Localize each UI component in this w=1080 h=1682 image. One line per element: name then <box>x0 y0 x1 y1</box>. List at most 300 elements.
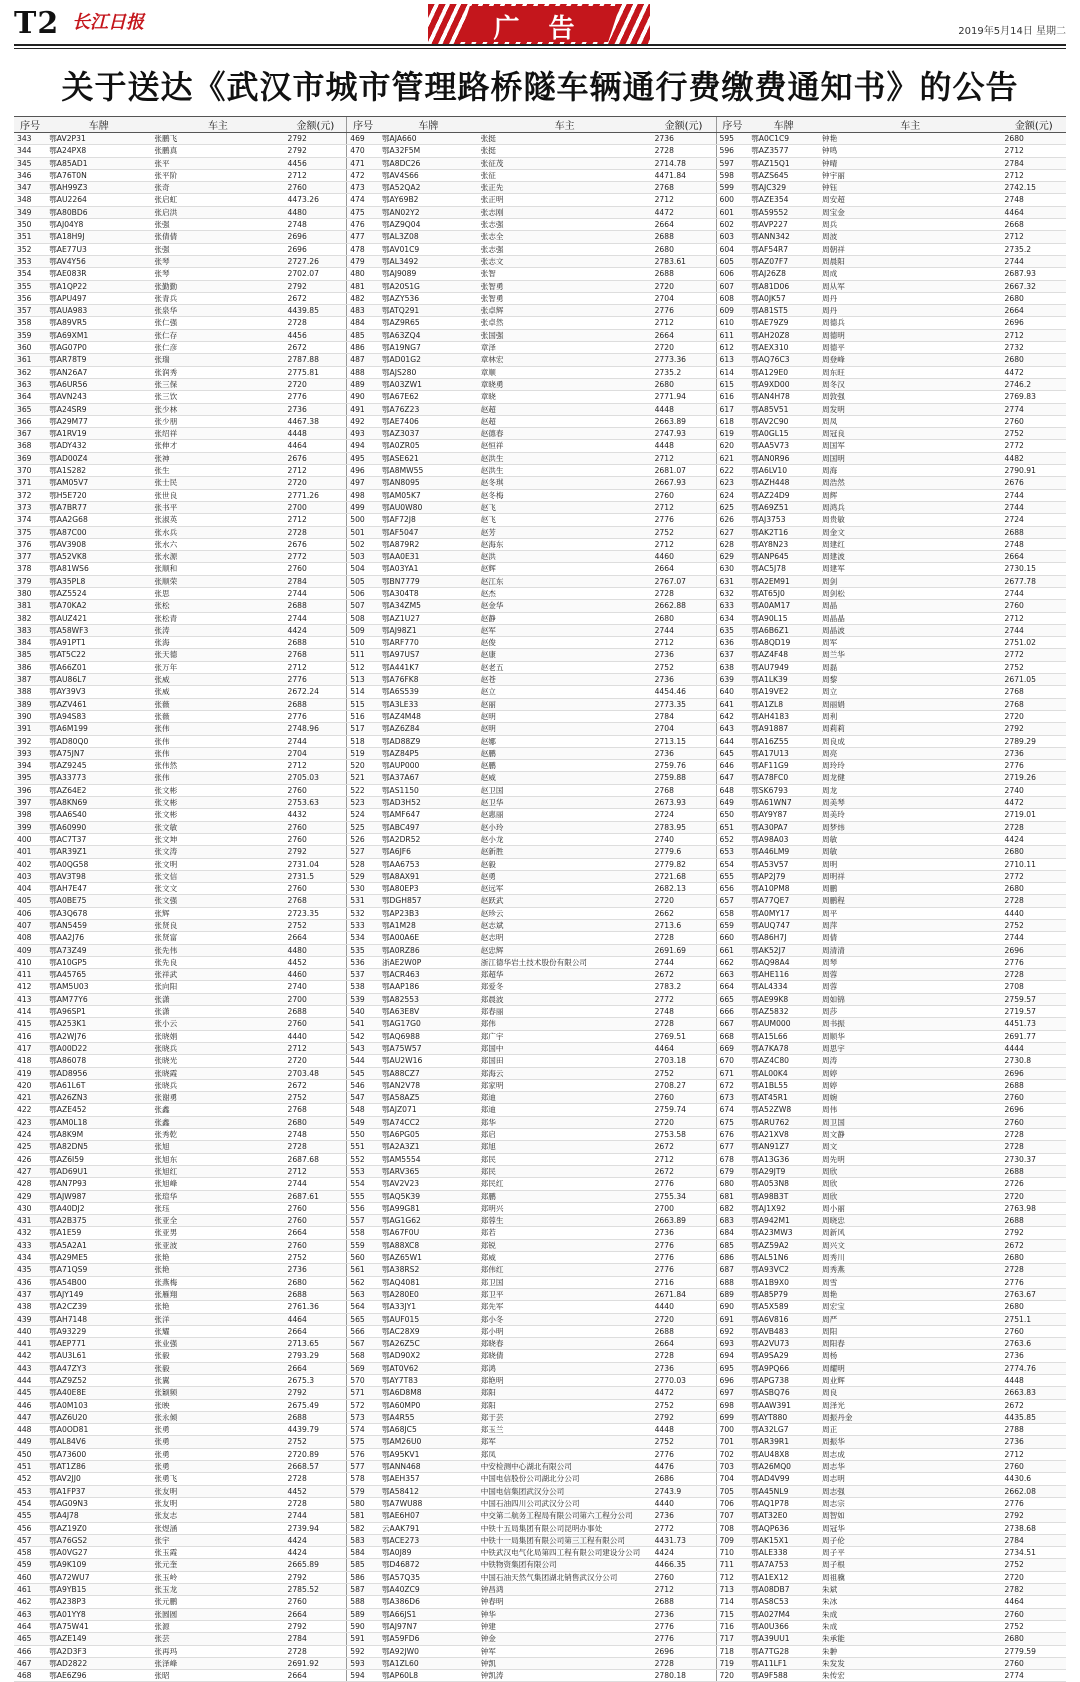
amount: 2736 <box>1002 1436 1066 1448</box>
plate-number: 鄂AJZ071 <box>379 1104 478 1116</box>
plate-number: 鄂AT0V62 <box>379 1362 478 1374</box>
amount: 2680 <box>1002 354 1066 366</box>
amount: 2776 <box>652 1252 716 1264</box>
owner-name: 周智如 <box>819 1510 1001 1522</box>
row-number: 578 <box>347 1473 379 1485</box>
plate-number: 鄂A3LE33 <box>379 698 478 710</box>
plate-number: 鄂A75JN7 <box>46 747 151 759</box>
owner-name: 钟宇丽 <box>819 169 1001 181</box>
owner-name: 张勇 <box>151 1436 284 1448</box>
owner-name: 郑阳 <box>478 1387 652 1399</box>
plate-number: 鄂AT32E0 <box>748 1510 819 1522</box>
owner-name: 周丹 <box>819 292 1001 304</box>
plate-number: 鄂AM0L18 <box>46 1116 151 1128</box>
row-number: 399 <box>14 821 46 833</box>
plate-number: 鄂A10PM8 <box>748 883 819 895</box>
row-number: 520 <box>347 760 379 772</box>
plate-number: 鄂ATQ291 <box>379 305 478 317</box>
amount: 2704 <box>285 747 347 759</box>
row-number: 345 <box>14 157 46 169</box>
amount: 2776 <box>652 1264 716 1276</box>
amount: 2784 <box>1002 157 1066 169</box>
plate-number: 鄂A61WN7 <box>748 797 819 809</box>
owner-name: 周德明 <box>819 329 1001 341</box>
owner-name: 周安超 <box>819 194 1001 206</box>
amount: 2752 <box>652 1436 716 1448</box>
plate-number: 鄂AZY536 <box>379 292 478 304</box>
amount: 2680 <box>285 1276 347 1288</box>
plate-number: 鄂AP2J79 <box>748 870 819 882</box>
owner-name: 周磊 <box>819 661 1001 673</box>
owner-name: 张圆圆 <box>151 1608 284 1620</box>
owner-name: 郑爱冬 <box>478 981 652 993</box>
amount: 2744 <box>285 587 347 599</box>
row-number: 718 <box>716 1645 748 1657</box>
owner-name: 周鹏程 <box>819 895 1001 907</box>
owner-name: 张珏 <box>151 1202 284 1214</box>
plate-number: 鄂AQP636 <box>748 1522 819 1534</box>
row-number: 511 <box>347 649 379 661</box>
owner-name: 张智 <box>478 268 652 280</box>
table-row <box>14 587 1066 599</box>
amount: 2776 <box>285 710 347 722</box>
row-number: 606 <box>716 268 748 280</box>
table-row <box>14 1141 1066 1153</box>
row-number: 624 <box>716 489 748 501</box>
row-number: 348 <box>14 194 46 206</box>
column-header: 车牌 <box>379 117 478 133</box>
row-number: 535 <box>347 944 379 956</box>
table-row <box>14 489 1066 501</box>
owner-name: 钟昌鸿 <box>478 1584 652 1596</box>
row-number: 711 <box>716 1559 748 1571</box>
row-number: 712 <box>716 1571 748 1583</box>
plate-number: 鄂A81D06 <box>748 280 819 292</box>
row-number: 514 <box>347 686 379 698</box>
plate-number: 鄂AA6753 <box>379 858 478 870</box>
amount: 2676 <box>285 452 347 464</box>
plate-number: 鄂AH20Z8 <box>748 329 819 341</box>
amount: 2752 <box>1002 661 1066 673</box>
owner-name: 周莉莉 <box>819 723 1001 735</box>
plate-number: 鄂AJY149 <box>46 1288 151 1300</box>
plate-number: 鄂AZ6I59 <box>46 1153 151 1165</box>
row-number: 679 <box>716 1165 748 1177</box>
plate-number: 鄂A60990 <box>46 821 151 833</box>
plate-number: 鄂AV2P31 <box>46 133 151 145</box>
plate-number: 鄂A11LF1 <box>748 1657 819 1669</box>
row-number: 575 <box>347 1436 379 1448</box>
owner-name: 赵冬梅 <box>478 489 652 501</box>
plate-number: 鄂A08DB7 <box>748 1584 819 1596</box>
row-number: 368 <box>14 440 46 452</box>
row-number: 659 <box>716 920 748 932</box>
row-number: 634 <box>716 612 748 624</box>
amount: 4482 <box>1002 452 1066 464</box>
plate-number: 鄂AF54R7 <box>748 243 819 255</box>
row-number: 485 <box>347 329 379 341</box>
table-row <box>14 157 1066 169</box>
amount: 2736 <box>652 674 716 686</box>
amount: 2770.03 <box>652 1374 716 1386</box>
plate-number: 鄂AY9Y87 <box>748 809 819 821</box>
row-number: 391 <box>14 723 46 735</box>
amount: 2663.89 <box>652 1215 716 1227</box>
owner-name: 周业辉 <box>819 1374 1001 1386</box>
amount: 2790.91 <box>1002 465 1066 477</box>
table-row <box>14 1534 1066 1546</box>
row-number: 414 <box>14 1006 46 1018</box>
owner-name: 张源 <box>151 1620 284 1632</box>
row-number: 499 <box>347 501 379 513</box>
amount: 2719.01 <box>1002 809 1066 821</box>
row-number: 593 <box>347 1657 379 1669</box>
plate-number: 鄂AAP186 <box>379 981 478 993</box>
plate-number: 鄂AL84V6 <box>46 1436 151 1448</box>
table-row <box>14 1079 1066 1091</box>
plate-number: 鄂A6PG05 <box>379 1129 478 1141</box>
owner-name: 周先明 <box>819 1153 1001 1165</box>
owner-name: 周利 <box>819 710 1001 722</box>
amount: 2712 <box>652 452 716 464</box>
row-number: 523 <box>347 797 379 809</box>
amount: 2714.78 <box>652 157 716 169</box>
owner-name: 张毅 <box>151 1350 284 1362</box>
amount: 2664 <box>285 1227 347 1239</box>
plate-number: 鄂A9YB15 <box>46 1584 151 1596</box>
owner-name: 张松青 <box>151 612 284 624</box>
owner-name: 张伸才 <box>151 440 284 452</box>
plate-number: 鄂A58WF3 <box>46 624 151 636</box>
plate-number: 鄂A82553 <box>379 993 478 1005</box>
amount: 4464 <box>652 1042 716 1054</box>
plate-number: 鄂AA2J76 <box>46 932 151 944</box>
plate-number: 鄂AHE116 <box>748 969 819 981</box>
owner-name: 张亚全 <box>151 1215 284 1227</box>
row-number: 707 <box>716 1510 748 1522</box>
owner-name: 周宝金 <box>819 206 1001 218</box>
plate-number: 鄂AJC329 <box>748 182 819 194</box>
row-number: 558 <box>347 1227 379 1239</box>
amount: 2664 <box>285 1325 347 1337</box>
row-number: 507 <box>347 600 379 612</box>
amount: 2792 <box>285 133 347 145</box>
row-number: 453 <box>14 1485 46 1497</box>
owner-name: 钟鸣 <box>819 145 1001 157</box>
amount: 2776 <box>652 1178 716 1190</box>
amount: 2677.78 <box>1002 575 1066 587</box>
owner-name: 张晓娟 <box>151 1030 284 1042</box>
table-row <box>14 1485 1066 1497</box>
owner-name: 周朝祥 <box>819 243 1001 255</box>
owner-name: 郑国田 <box>478 1055 652 1067</box>
row-number: 671 <box>716 1067 748 1079</box>
page-header <box>0 0 1080 48</box>
amount: 2792 <box>1002 723 1066 735</box>
amount: 2712 <box>1002 145 1066 157</box>
table-row <box>14 883 1066 895</box>
plate-number: 鄂A00A6E <box>379 932 478 944</box>
owner-name: 周志宗 <box>819 1497 1001 1509</box>
row-number: 668 <box>716 1030 748 1042</box>
plate-number: 鄂A80EP3 <box>379 883 478 895</box>
row-number: 660 <box>716 932 748 944</box>
owner-name: 赵俊 <box>478 637 652 649</box>
owner-name: 朱翀 <box>819 1645 1001 1657</box>
row-number: 584 <box>347 1547 379 1559</box>
row-number: 542 <box>347 1030 379 1042</box>
table-row <box>14 1510 1066 1522</box>
amount: 2680 <box>1002 883 1066 895</box>
plate-number: 鄂A1QP22 <box>46 280 151 292</box>
owner-name: 章顺 <box>478 366 652 378</box>
row-number: 626 <box>716 514 748 526</box>
plate-number: 鄂A69XM1 <box>46 329 151 341</box>
amount: 2760 <box>285 182 347 194</box>
owner-name: 郑军 <box>478 1436 652 1448</box>
plate-number: 鄂AU7949 <box>748 661 819 673</box>
amount: 2748 <box>652 1006 716 1018</box>
owner-name: 郑旭 <box>478 1141 652 1153</box>
row-number: 583 <box>347 1534 379 1546</box>
row-number: 442 <box>14 1350 46 1362</box>
amount: 2740 <box>652 833 716 845</box>
owner-name: 中国电信股份公司湖北分公司 <box>478 1473 652 1485</box>
owner-name: 郑卫国 <box>478 1276 652 1288</box>
row-number: 615 <box>716 378 748 390</box>
row-number: 642 <box>716 710 748 722</box>
table-row <box>14 1092 1066 1104</box>
amount: 2768 <box>652 784 716 796</box>
amount: 2672 <box>285 1079 347 1091</box>
row-number: 577 <box>347 1461 379 1473</box>
table-row <box>14 674 1066 686</box>
table-row <box>14 378 1066 390</box>
row-number: 716 <box>716 1620 748 1632</box>
owner-name: 朱传宏 <box>819 1670 1001 1682</box>
amount: 2720 <box>1002 1571 1066 1583</box>
owner-name: 周晶 <box>819 600 1001 612</box>
plate-number: 鄂A86078 <box>46 1055 151 1067</box>
plate-number: 鄂AD4V99 <box>748 1473 819 1485</box>
plate-number: 鄂A76T0N <box>46 169 151 181</box>
plate-number: 鄂AQ76C3 <box>748 354 819 366</box>
table-row <box>14 1018 1066 1030</box>
table-body <box>14 133 1066 1682</box>
row-number: 408 <box>14 932 46 944</box>
plate-number: 鄂A3Q678 <box>46 907 151 919</box>
plate-number: 鄂A69Z51 <box>748 501 819 513</box>
owner-name: 张文彬 <box>151 797 284 809</box>
plate-number: 鄂A6JF6 <box>379 846 478 858</box>
table-row <box>14 895 1066 907</box>
plate-number: 鄂A2VU73 <box>748 1338 819 1350</box>
row-number: 621 <box>716 452 748 464</box>
row-number: 396 <box>14 784 46 796</box>
table-row <box>14 993 1066 1005</box>
plate-number: 鄂AZ19Z0 <box>46 1522 151 1534</box>
plate-number: 鄂A92JW0 <box>379 1645 478 1657</box>
row-number: 374 <box>14 514 46 526</box>
row-number: 343 <box>14 133 46 145</box>
plate-number: 鄂AJ1X92 <box>748 1202 819 1214</box>
row-number: 380 <box>14 587 46 599</box>
row-number: 351 <box>14 231 46 243</box>
row-number: 409 <box>14 944 46 956</box>
row-number: 354 <box>14 268 46 280</box>
table-row <box>14 698 1066 710</box>
amount: 2760 <box>1002 1461 1066 1473</box>
amount: 2760 <box>285 1215 347 1227</box>
amount: 2792 <box>652 1411 716 1423</box>
owner-name: 周阳春 <box>819 1338 1001 1350</box>
amount: 4448 <box>652 403 716 415</box>
amount: 2688 <box>1002 1079 1066 1091</box>
owner-name: 郑蓉生 <box>478 1215 652 1227</box>
owner-name: 赵卫国 <box>478 784 652 796</box>
plate-number: 鄂A1BL55 <box>748 1079 819 1091</box>
amount: 2712 <box>652 538 716 550</box>
amount: 2748 <box>285 1129 347 1141</box>
plate-number: 鄂AZ4F48 <box>748 649 819 661</box>
plate-number: 鄂A90L15 <box>748 612 819 624</box>
table-row <box>14 194 1066 206</box>
plate-number: 鄂A88XC8 <box>379 1239 478 1251</box>
plate-number: 鄂A99G81 <box>379 1202 478 1214</box>
amount: 2744 <box>1002 489 1066 501</box>
amount: 2664 <box>285 1670 347 1682</box>
table-row <box>14 501 1066 513</box>
owner-name: 张志文 <box>478 255 652 267</box>
amount: 2736 <box>652 1362 716 1374</box>
amount: 4480 <box>285 944 347 956</box>
table-row <box>14 305 1066 317</box>
plate-number: 鄂AC7T37 <box>46 833 151 845</box>
row-number: 377 <box>14 551 46 563</box>
amount: 2789.29 <box>1002 735 1066 747</box>
owner-name: 张文坤 <box>151 833 284 845</box>
row-number: 524 <box>347 809 379 821</box>
owner-name: 赵威 <box>478 772 652 784</box>
amount: 2747.93 <box>652 428 716 440</box>
owner-name: 周良成 <box>819 735 1001 747</box>
owner-name: 章晓勇 <box>478 378 652 390</box>
owner-name: 郑伟红 <box>478 1264 652 1276</box>
plate-number: 鄂AL3492 <box>379 255 478 267</box>
amount: 2667.32 <box>1002 280 1066 292</box>
row-number: 415 <box>14 1018 46 1030</box>
row-number: 510 <box>347 637 379 649</box>
plate-number: 浙AE2W0P <box>379 956 478 968</box>
table-row <box>14 1129 1066 1141</box>
owner-name: 张玉霞 <box>151 1547 284 1559</box>
plate-number: 鄂A9SA29 <box>748 1350 819 1362</box>
owner-name: 张润秀 <box>151 366 284 378</box>
amount: 2664 <box>652 329 716 341</box>
plate-number: 鄂A34ZM5 <box>379 600 478 612</box>
owner-name: 张少朋 <box>151 415 284 427</box>
amount: 2774 <box>1002 403 1066 415</box>
plate-number: 鄂A76FK8 <box>379 674 478 686</box>
plate-number: 鄂AU48X8 <box>748 1448 819 1460</box>
amount: 2712 <box>285 1165 347 1177</box>
owner-name: 周伟 <box>819 1104 1001 1116</box>
amount: 2712 <box>285 465 347 477</box>
owner-name: 周发明 <box>819 403 1001 415</box>
amount: 2665.89 <box>285 1559 347 1571</box>
plate-number: 鄂AN7P93 <box>46 1178 151 1190</box>
owner-name: 张顺荣 <box>151 575 284 587</box>
row-number: 589 <box>347 1608 379 1620</box>
table-row <box>14 1670 1066 1682</box>
row-number: 454 <box>14 1497 46 1509</box>
plate-number: 鄂A1B9X0 <box>748 1276 819 1288</box>
table-row <box>14 846 1066 858</box>
amount: 4440 <box>652 1301 716 1313</box>
owner-name: 赵军 <box>478 624 652 636</box>
owner-name: 赵芳 <box>478 526 652 538</box>
amount: 2688 <box>1002 1165 1066 1177</box>
plate-number: 鄂A75W41 <box>46 1620 151 1632</box>
plate-number: 鄂A26MQ0 <box>748 1461 819 1473</box>
amount: 4431.73 <box>652 1534 716 1546</box>
table-row <box>14 710 1066 722</box>
table-row <box>14 1190 1066 1202</box>
owner-name: 张晓兵 <box>151 1042 284 1054</box>
amount: 4471.84 <box>652 169 716 181</box>
amount: 2712 <box>652 1153 716 1165</box>
row-number: 590 <box>347 1620 379 1632</box>
plate-number: 鄂A129E0 <box>748 366 819 378</box>
row-number: 574 <box>347 1424 379 1436</box>
plate-number: 鄂A60MP0 <box>379 1399 478 1411</box>
row-number: 402 <box>14 858 46 870</box>
amount: 2664 <box>285 1608 347 1620</box>
table-row <box>14 563 1066 575</box>
plate-number: 鄂A1RV19 <box>46 428 151 440</box>
plate-number: 鄂ACE273 <box>379 1534 478 1546</box>
row-number: 512 <box>347 661 379 673</box>
owner-name: 赵丽 <box>478 698 652 710</box>
row-number: 598 <box>716 169 748 181</box>
plate-number: 鄂AEP771 <box>46 1338 151 1350</box>
owner-name: 中铁十一局集团有限公司第三工程有限公司 <box>478 1534 652 1546</box>
owner-name: 张仁强 <box>151 317 284 329</box>
amount: 2735.2 <box>1002 243 1066 255</box>
row-number: 665 <box>716 993 748 1005</box>
amount: 2760 <box>285 1202 347 1214</box>
amount: 2776 <box>652 1239 716 1251</box>
plate-number: 鄂A8AX91 <box>379 870 478 882</box>
table-row <box>14 1411 1066 1423</box>
owner-name: 周金文 <box>819 526 1001 538</box>
owner-name: 张洋 <box>151 1313 284 1325</box>
plate-number: 鄂AZ84P5 <box>379 747 478 759</box>
row-number: 430 <box>14 1202 46 1214</box>
row-number: 715 <box>716 1608 748 1620</box>
row-number: 418 <box>14 1055 46 1067</box>
row-number: 393 <box>14 747 46 759</box>
owner-name: 张玉龙 <box>151 1584 284 1596</box>
row-number: 689 <box>716 1288 748 1300</box>
amount: 2768 <box>652 182 716 194</box>
amount: 2760 <box>285 1018 347 1030</box>
plate-number: 鄂AK52J7 <box>748 944 819 956</box>
row-number: 420 <box>14 1079 46 1091</box>
plate-number: 鄂A238P3 <box>46 1596 151 1608</box>
plate-number: 鄂AD80Q0 <box>46 735 151 747</box>
amount: 2680 <box>1002 1252 1066 1264</box>
